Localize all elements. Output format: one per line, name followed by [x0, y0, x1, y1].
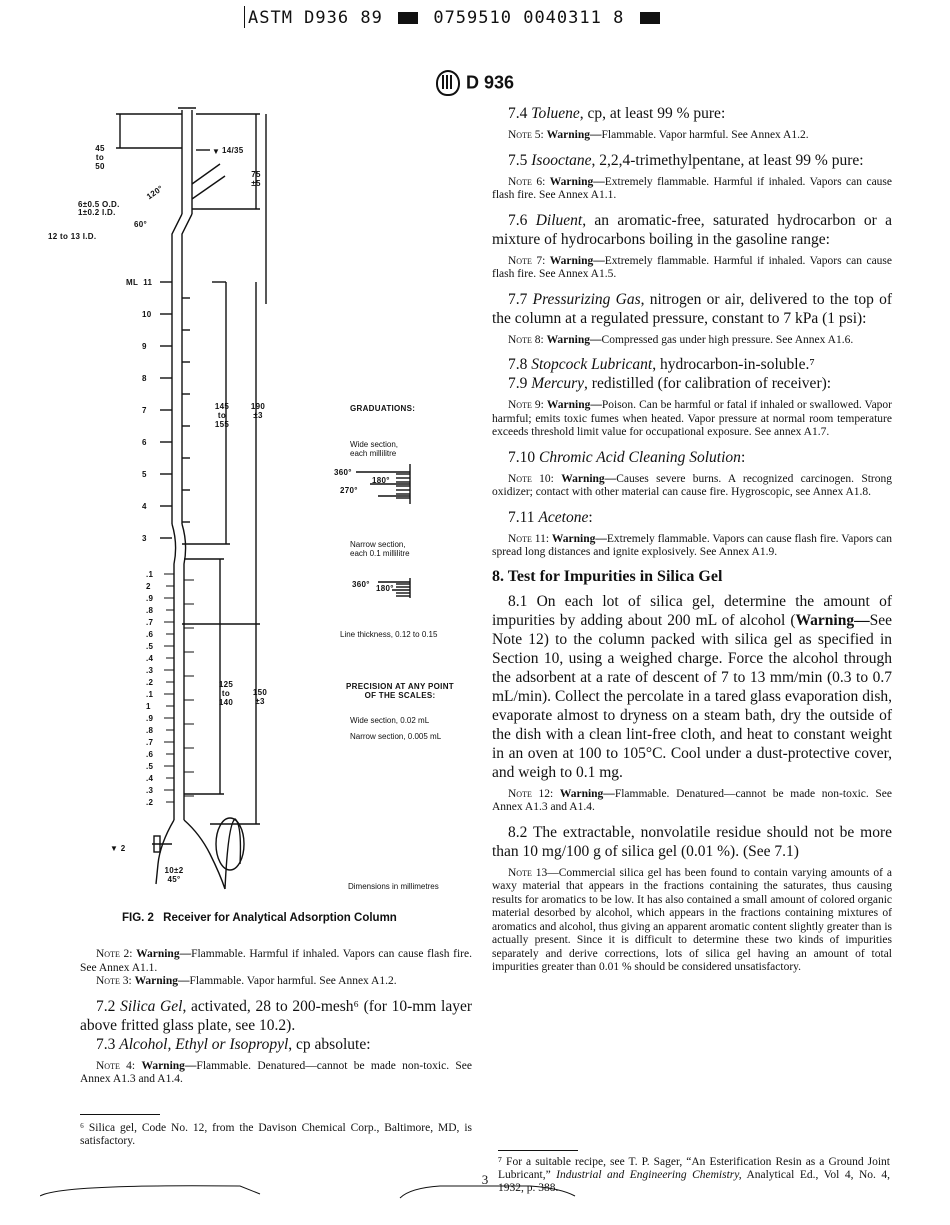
para-num: 8.2: [508, 823, 528, 841]
para-text: :: [740, 448, 746, 466]
warning-label: Warning—: [559, 787, 615, 800]
para-7-2: [80, 997, 472, 1035]
upper-scale-ticks: [160, 282, 190, 538]
redaction-block: [398, 12, 418, 24]
lower-scale-label: .9: [146, 594, 154, 603]
narrow-section-line2: each 0.1 millilitre: [350, 549, 410, 558]
footnote-rule-left: [80, 1114, 160, 1115]
upper-scale-label: 7: [142, 406, 147, 415]
note-4: [80, 1060, 472, 1087]
lower-scale-label: .1: [146, 690, 154, 699]
dim-label: 145: [214, 402, 230, 411]
tube-outline: [182, 214, 192, 524]
note-7: [492, 255, 892, 282]
para-title: Silica Gel: [120, 997, 183, 1015]
wide-section-line1: Wide section,: [350, 440, 399, 449]
note-text: Flammable. Denatured—cannot be made non-toxic. See Annex A1.3 and A1.4.: [80, 1059, 472, 1085]
note-text: Flammable. Denatured—cannot be made non-toxic. See Annex A1.3 and A1.4.: [492, 787, 892, 813]
deg180-label: 180°: [372, 476, 390, 485]
para-text: :: [588, 508, 593, 526]
note-10: [492, 473, 892, 500]
lower-scale-ticks: [164, 574, 194, 802]
dim-top-left: [90, 144, 110, 171]
note-5: [492, 129, 892, 143]
para-7-3: [80, 1035, 472, 1054]
para-7-7: [492, 290, 892, 328]
note-text: Flammable. Vapor harmful. See Annex A1.2.: [189, 975, 397, 987]
narrow-section-label: [350, 540, 410, 558]
note-label: Note 4:: [96, 1059, 136, 1072]
left-column: [80, 948, 472, 1095]
para-title: Mercury: [531, 375, 585, 392]
figure-caption-label: FIG. 2: [122, 912, 154, 924]
note-2: [80, 948, 472, 975]
lower-scale-label: .2: [146, 798, 154, 807]
angle-label-b: 120°: [145, 183, 165, 202]
lower-scale-label: .6: [146, 630, 154, 639]
tube-bottom: [184, 820, 225, 889]
note-12: [492, 788, 892, 815]
deg180b-label: 180°: [376, 584, 394, 593]
footnote-7-journal: Industrial and Engineering Chemistry,: [556, 1169, 742, 1181]
deg360b-label: 360°: [352, 580, 370, 589]
ml-unit: ML: [126, 278, 139, 287]
note-label: Note 3:: [96, 975, 132, 987]
note-8: [492, 334, 892, 348]
note-label: Note 5:: [508, 129, 544, 141]
dim-mid-right: [250, 402, 266, 420]
page-number: 3: [481, 1172, 489, 1187]
precision-label: [338, 682, 462, 700]
para-7-6: [492, 211, 892, 249]
dim-label: 10±2: [164, 866, 184, 875]
para-num: 7.6: [508, 211, 528, 229]
note-text: Compressed gas under high pressure. See Annex A1.6.: [601, 333, 854, 346]
note-text: Causes severe burns. A recognized carcinogen. Strong oxidizer; contact with other material can cause fire. Hygroscopic, see Annex A1.8.: [492, 472, 892, 498]
note-6: [492, 176, 892, 203]
tube-outline: [172, 524, 176, 820]
note-label: Note 8:: [508, 333, 544, 346]
upper-scale-label: 4: [142, 502, 147, 511]
narrow-section-line1: Narrow section,: [350, 540, 406, 549]
para-num: 7.2: [96, 997, 116, 1015]
joint-marker-icon: ▼: [212, 147, 220, 156]
para-title: Stopcock Lubricant: [531, 356, 653, 373]
upper-scale-label: 9: [142, 342, 147, 351]
dim-label: ±3: [255, 697, 265, 706]
para-text: On each lot of silica gel, determine the amount of impurities by adding about 200 mL of alcohol (: [492, 592, 892, 629]
section-8-heading: 8. Test for Impurities in Silica Gel: [492, 567, 723, 585]
para-num: 7.11: [508, 508, 535, 526]
ml-eleven: 11: [143, 278, 153, 287]
precision-line1: PRECISION AT ANY POINT: [346, 682, 454, 691]
warning-label: Warning—: [134, 975, 190, 987]
para-text: , hydrocarbon-in-soluble.⁷: [652, 356, 815, 373]
para-num: 7.3: [96, 1035, 116, 1053]
para-text: , redistilled (for calibration of receiver):: [584, 375, 832, 392]
dimensions-label: Dimensions in millimetres: [348, 882, 439, 891]
note-label: Note 13: [508, 866, 548, 879]
bottom-stroke-left: [40, 1186, 260, 1196]
note-3: [80, 975, 472, 989]
warning-label: Warning—: [546, 333, 602, 346]
dim-label: 45: [95, 144, 105, 153]
warning-label: Warning—: [141, 1059, 197, 1072]
lower-scale-label: .2: [146, 678, 154, 687]
note-text: Extremely flammable. Vapors can cause flash fire. Vapors can spread long distances and ignite explosively. See Annex A1.9.: [492, 532, 893, 558]
lower-scale-label: .6: [146, 750, 154, 759]
dim-label: 140: [218, 698, 234, 707]
para-text: , activated, 28 to 200-mesh⁶ (for 10-mm layer above fritted glass plate, see 10.2).: [80, 997, 473, 1034]
para-7-5: [492, 151, 892, 170]
dim-label: 190: [250, 402, 266, 411]
tube-outline: [182, 524, 186, 820]
para-num: 7.5: [508, 151, 528, 169]
note-text: Poison. Can be harmful or fatal if inhaled or swallowed. Vapor harmful; emits toxic fumes when heated. Vapor pressure at normal room temperature exceeds threshold limit value for occupational exposure. See annex A1.7.: [492, 399, 892, 438]
para-text: The extractable, nonvolatile residue should not be more than 10 mg/100 g of silica gel (0.01 %). (See 7.1): [492, 823, 892, 860]
note-text: Extremely flammable. Harmful if inhaled. Vapors can cause flash fire. See Annex A1.1.: [492, 175, 892, 201]
note-text: Flammable. Vapor harmful. See Annex A1.2.: [601, 129, 809, 141]
side-arm: [192, 176, 225, 199]
dim-label: 125: [218, 680, 234, 689]
para-7-9: [492, 374, 892, 393]
note-11: [492, 533, 892, 560]
lower-scale-label: .9: [146, 714, 154, 723]
lower-scale-label: .8: [146, 726, 154, 735]
dim-label: ±5: [251, 179, 261, 188]
note-text: Flammable. Harmful if inhaled. Vapors can cause flash fire. See Annex A1.1.: [80, 948, 472, 974]
figure-caption-text: Receiver for Analytical Adsorption Column: [163, 912, 397, 924]
dim-low-left: [218, 680, 234, 707]
para-title: Alcohol, Ethyl or Isopropyl: [119, 1035, 289, 1053]
tube-outline: [172, 214, 182, 524]
para-title: Chromic Acid Cleaning Solution: [539, 448, 741, 466]
wide-precision-label: Wide section, 0.02 mL: [350, 716, 430, 725]
para-text: , cp absolute:: [288, 1035, 371, 1053]
para-title: Acetone: [538, 508, 589, 526]
warning-label: Warning—: [549, 175, 605, 188]
warning-label: Warning—: [551, 532, 607, 545]
para-text: , cp, at least 99 % pure:: [579, 105, 726, 122]
footnote-rule-right: [498, 1150, 578, 1151]
warning-label: Warning—: [795, 611, 870, 629]
note-text: Extremely flammable. Harmful if inhaled. Vapors can cause flash fire. See Annex A1.5.: [492, 254, 892, 280]
note-label: Note 11:: [508, 532, 550, 545]
dim-label: 45°: [167, 875, 181, 884]
graduations-label: GRADUATIONS:: [350, 404, 416, 413]
joint-label: 14/35: [222, 146, 244, 155]
line-thickness-label: Line thickness, 0.12 to 0.15: [340, 630, 438, 639]
lower-scale-label: .3: [146, 666, 154, 675]
angle-label: 60°: [134, 220, 147, 229]
stopcock-key: [225, 819, 240, 889]
id2-label: 12 to 13 I.D.: [48, 232, 97, 241]
upper-scale-label: 10: [142, 310, 152, 319]
receiver-drawing: [60, 104, 470, 904]
para-7-8: [492, 355, 892, 374]
para-title: Isooctane: [531, 151, 592, 169]
dim-label: 155: [214, 420, 230, 429]
note-label: Note 12:: [508, 787, 554, 800]
stopcock-num: 2: [120, 844, 126, 853]
stopcock-label: ▼ 2: [110, 844, 126, 853]
deg270-label: 270°: [340, 486, 358, 495]
catalog-number: 0759510 0040311 8: [433, 8, 625, 28]
footnote-7-text: ⁷ For a suitable recipe, see T. P. Sager, “An Esterification Resin as a Ground Joint Lubricant,”: [498, 1156, 890, 1181]
lower-scale-label: .8: [146, 606, 154, 615]
wide-section-label: [350, 440, 398, 458]
dim-low-right: [252, 688, 268, 706]
dim-bottom: [164, 866, 184, 884]
wide-section-line2: each millilitre: [350, 449, 397, 458]
deg360-label: 360°: [334, 468, 352, 477]
redaction-block-end: [640, 12, 660, 24]
para-8-1: [492, 592, 892, 782]
warning-label: Warning—: [546, 399, 602, 411]
para-7-11: [492, 508, 892, 527]
note-label: Note 6:: [508, 175, 546, 188]
footnote-6: ⁶ Silica gel, Code No. 12, from the Davison Chemical Corp., Baltimore, MD, is satisfactory.: [80, 1122, 472, 1147]
para-text: , 2,2,4-trimethylpentane, at least 99 % pure:: [591, 151, 864, 169]
dim-label: to: [217, 411, 227, 420]
para-7-10: [492, 448, 892, 467]
note-9: [492, 399, 892, 440]
para-num: 7.9: [508, 375, 528, 392]
id-label: 1±0.2 I.D.: [78, 208, 116, 217]
lower-scale-label: .7: [146, 618, 154, 627]
para-num: 7.4: [508, 105, 528, 122]
para-title: Diluent: [535, 211, 583, 229]
side-arm: [192, 164, 220, 184]
ml-label: [126, 278, 152, 287]
dim-label: 75: [251, 170, 261, 179]
lower-scale-label: 2: [146, 582, 151, 591]
lower-scale-label: .5: [146, 642, 154, 651]
dim-top-right: [248, 170, 264, 188]
note-label: Note 10:: [508, 472, 554, 485]
astm-logo-icon: [436, 70, 460, 96]
margin-mark: [244, 6, 245, 28]
warning-label: Warning—: [549, 254, 605, 267]
para-title: Toluene: [531, 105, 580, 122]
lower-scale-label: .7: [146, 738, 154, 747]
note-label: Note 2:: [96, 948, 133, 960]
para-num: 8.1: [508, 592, 528, 610]
para-text: , an aromatic-free, saturated hydrocarbon or a mixture of hydrocarbons boiling in the gasoline range:: [492, 211, 893, 248]
para-8-2: [492, 823, 892, 861]
lower-scale-label: .4: [146, 774, 154, 783]
od-label: 6±0.5 O.D.: [78, 200, 120, 209]
upper-scale-label: 5: [142, 470, 147, 479]
designation: D 936: [466, 72, 515, 93]
dim-label: ±3: [253, 411, 263, 420]
warning-label: Warning—: [561, 472, 617, 485]
dim-label: to: [95, 153, 105, 162]
precision-line2: OF THE SCALES:: [364, 691, 436, 700]
dim-label: 150: [252, 688, 268, 697]
note-13: [492, 867, 892, 975]
dim-label: 50: [95, 162, 105, 171]
note-text: —Commercial silica gel has been found to contain varying amounts of a waxy material that appears in the fractions containing the saturates, thus causing results for aromatics to be low. It has also contained a small amount of colored organic material desorbed by alcohol, which appears in the fractions containing mixtures of aromatics and alcohol, thus giving an apparent aromatic content slightly greater than is actually present. Since it is difficult to determine these two kinds of impurities separately and derive corrections, lots of silica gel having an amount of total impurities greater than 0.01 % should be considered unsatisfactory.: [492, 866, 892, 973]
para-num: 7.8: [508, 356, 528, 373]
astm-id: ASTM D936 89: [248, 8, 383, 28]
para-text: , nitrogen or air, delivered to the top of the column at a regulated pressure, constant to 7 kPa (1 psi):: [492, 290, 892, 327]
figure-caption: [122, 912, 462, 924]
lower-scale-label: .5: [146, 762, 154, 771]
warning-label: Warning—: [546, 129, 602, 141]
lower-scale-label: .4: [146, 654, 154, 663]
para-text-cont: See Note 12) to the column packed with silica gel as specified in Section 10, using a weighed charge. Force the alcohol through the adsorbent at a rate of descent of 7 to 13 mm/min (0.3 to 0.7 mL/min). Collect the percolate in a tared glass evaporation dish, evaporate almost to dryness on a steam bath, dry the outside of the dish with a clean lint-free cloth, and heat to constant weight in an oven at 100 to 105°C. Cool under a dust-protective cover, and weigh to 0.1 mg.: [492, 611, 892, 781]
dim-label: to: [221, 689, 231, 698]
receiver-figure: [48, 104, 470, 904]
designation-header: [436, 70, 556, 100]
upper-scale-label: 6: [142, 438, 147, 447]
note-label: Note 7:: [508, 254, 546, 267]
narrow-precision-label: Narrow section, 0.005 mL: [350, 732, 442, 741]
upper-scale-label: 3: [142, 534, 147, 543]
upper-scale-label: 8: [142, 374, 147, 383]
para-num: 7.10: [508, 448, 536, 466]
footnote-7-text-cont: Analytical Ed., Vol 4, No. 4, 1932, p. 388.: [498, 1169, 890, 1194]
right-column: [492, 104, 892, 983]
dim-mid-left: [214, 402, 230, 429]
lower-scale-label: 1: [146, 702, 151, 711]
para-title: Pressurizing Gas: [532, 290, 641, 308]
para-7-4: [492, 104, 892, 123]
document-id-bar: [248, 8, 708, 34]
warning-label: Warning—: [136, 948, 192, 960]
note-label: Note 9:: [508, 399, 544, 411]
lower-scale-label: .3: [146, 786, 154, 795]
lower-scale-label: .1: [146, 570, 154, 579]
para-num: 7.7: [508, 290, 528, 308]
